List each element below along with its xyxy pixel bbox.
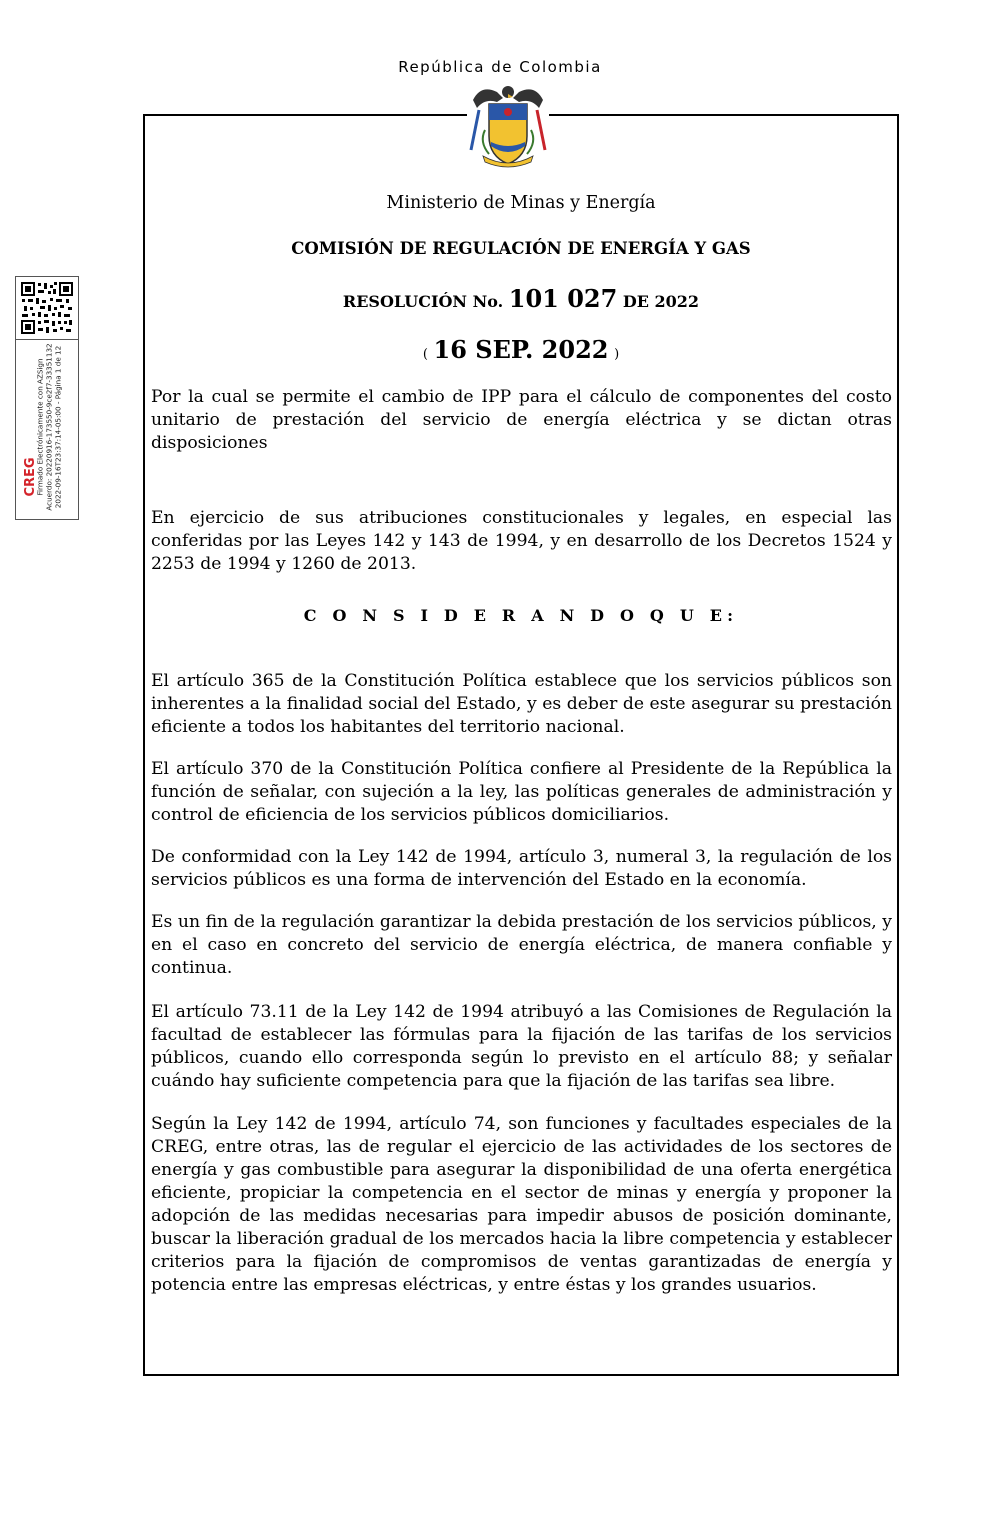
paragraph-3: De conformidad con la Ley 142 de 1994, artículo 3, numeral 3, la regulación de los servicios públicos es una forma de intervención del Estado en la economía.: [151, 847, 892, 890]
stamp-line-2: Acuerdo: 20220916-173550-9ce2f7-33351132: [44, 343, 54, 511]
commission-name: COMISIÓN DE REGULACIÓN DE ENERGÍA Y GAS: [291, 239, 751, 258]
country-header: República de Colombia: [398, 58, 602, 76]
ministry-name: Ministerio de Minas y Energía: [386, 193, 656, 213]
resolution-number: 101 027: [508, 284, 618, 313]
preamble: En ejercicio de sus atribuciones constitucionales y legales, en especial las conferidas por las Leyes 142 y 143 de 1994, y en desarrollo de los Decretos 1524 y 2253 de 1994 y 1260 de 2013.: [151, 508, 892, 574]
creg-logo-text: CREG: [23, 457, 38, 497]
stamp-line-1: Firmado Electrónicamente con AZSign: [35, 358, 45, 496]
resolution-year: DE 2022: [622, 292, 700, 311]
creg-logo-icon: [18, 437, 40, 517]
resolution-date-line: [143, 335, 899, 364]
paragraph-2: El artículo 370 de la Constitución Política confiere al Presidente de la República la función de señalar, con sujeción a la ley, las políticas generales de administración y control de eficiencia de los servicios públicos domiciliarios.: [151, 759, 892, 825]
signature-stamp: [15, 276, 79, 520]
resolution-title: [143, 284, 899, 313]
qr-code-icon[interactable]: [20, 281, 74, 335]
stamp-line-3: 2022-09-16T23:37:14-05:00 - Página 1 de 12: [53, 345, 63, 509]
paragraph-6: Según la Ley 142 de 1994, artículo 74, son funciones y facultades especiales de la CREG, entre otras, las de regular el ejercicio de las actividades de los sectores de energía y gas combustible para asegurar la disponibilidad de una oferta energética eficiente, propiciar la competencia en el sector de minas y energía y proponer la adopción de las medidas necesarias para impedir abusos de posición dominante, buscar la liberación gradual de los mercados hacia la libre competencia y establecer criterios para la fijación de compromisos de ventas garantizadas de energía y potencia entre las empresas eléctricas, y entre éstas y los grandes usuarios.: [151, 1114, 892, 1295]
date-paren-open: (: [422, 347, 428, 362]
paragraph-1: El artículo 365 de la Constitución Política establece que los servicios públicos son inherentes a la finalidad social del Estado, y es deber de este asegurar su prestación eficiente a todos los habitantes del territorio nacional.: [151, 671, 892, 737]
considerando-heading: C O N S I D E R A N D O Q U E:: [303, 606, 739, 625]
resolution-subject: Por la cual se permite el cambio de IPP para el cálculo de componentes del costo unitario de prestación del servicio de energía eléctrica y se dictan otras disposiciones: [151, 387, 892, 453]
stamp-divider: [16, 339, 78, 340]
resolution-date: 16 SEP. 2022: [433, 335, 609, 364]
paragraph-5: El artículo 73.11 de la Ley 142 de 1994 atribuyó a las Comisiones de Regulación la facultad de establecer las fórmulas para la fijación de las tarifas de los servicios públicos, cuando ello corresponda según lo previsto en el artículo 88; y señalar cuándo hay suficiente competencia para que la fijación de las tarifas sea libre.: [151, 1002, 892, 1091]
paragraph-4: Es un fin de la regulación garantizar la debida prestación de los servicios públicos, y en el caso en concreto del servicio de energía eléctrica, de manera confiable y continua.: [151, 912, 892, 978]
coat-of-arms-icon: [467, 80, 549, 170]
date-paren-close: ): [614, 347, 620, 362]
resolution-prefix: RESOLUCIÓN No.: [342, 292, 504, 311]
